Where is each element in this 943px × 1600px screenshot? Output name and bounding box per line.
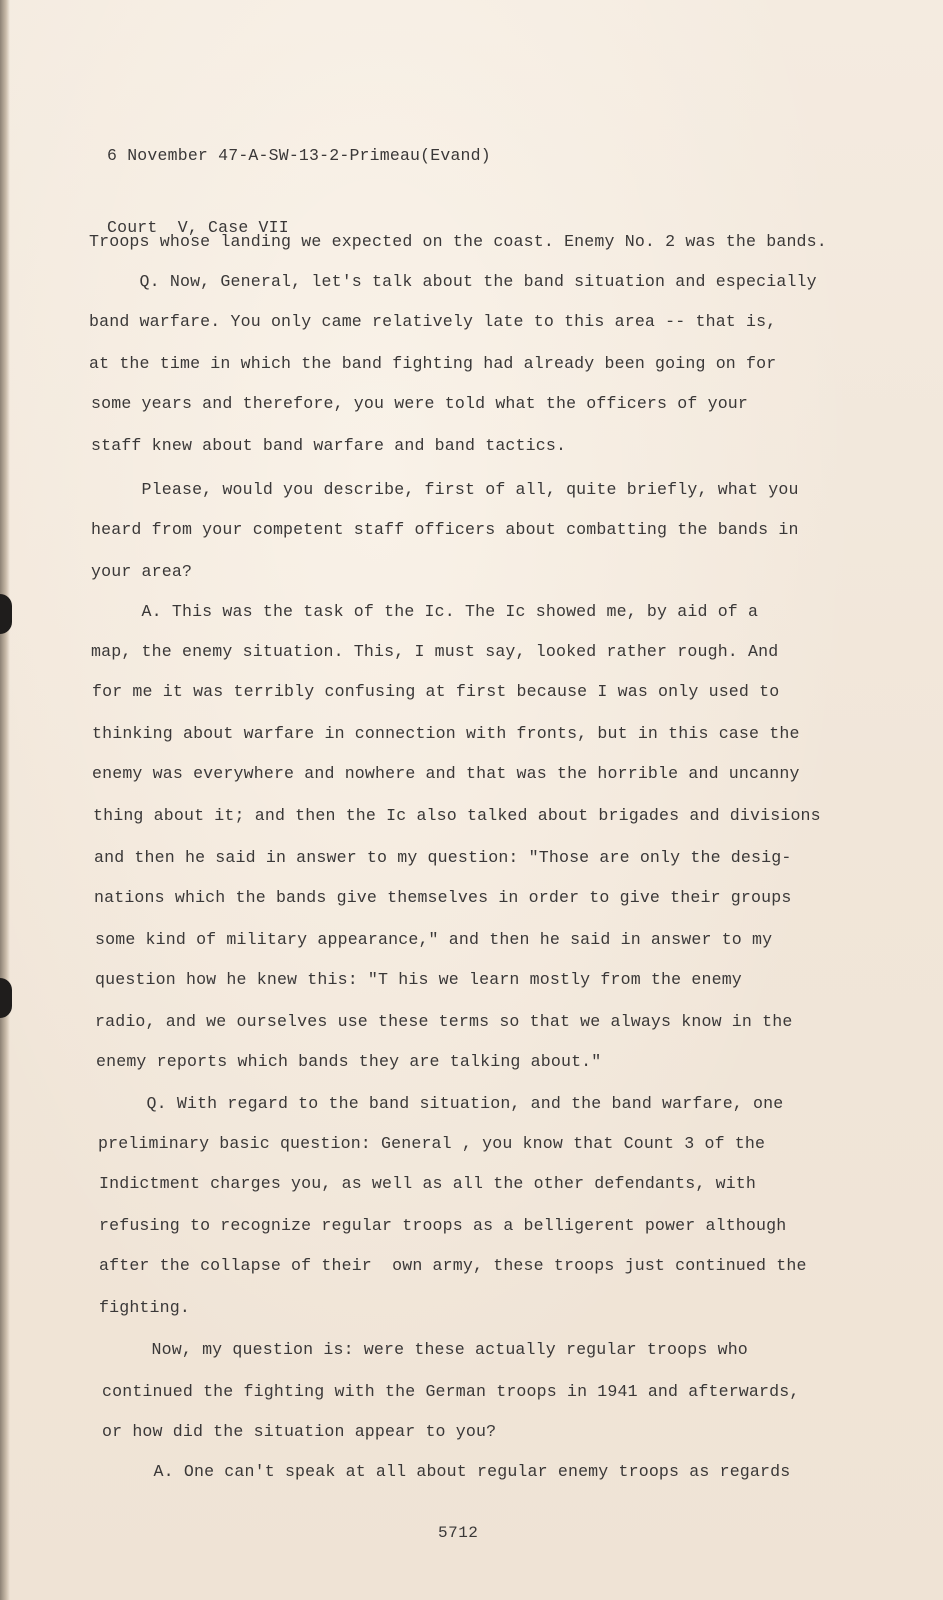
page-number: 5712 bbox=[438, 1524, 479, 1542]
transcript-line: A. One can't speak at all about regular enemy troops as regards bbox=[103, 1462, 791, 1481]
transcript-line: at the time in which the band fighting had already been going on for bbox=[89, 354, 777, 373]
transcript-line: fighting. bbox=[99, 1298, 190, 1317]
transcript-line: Q. With regard to the band situation, and the band warfare, one bbox=[96, 1094, 784, 1113]
transcript-line: thinking about warfare in connection with fronts, but in this case the bbox=[92, 724, 800, 743]
transcript-line: radio, and we ourselves use these terms so that we always know in the bbox=[95, 1012, 793, 1031]
transcript-line: staff knew about band warfare and band tactics. bbox=[91, 436, 567, 455]
transcript-line: after the collapse of their own army, these troops just continued the bbox=[99, 1256, 807, 1275]
transcript-line: some kind of military appearance," and then he said in answer to my bbox=[95, 930, 773, 949]
header-date-reference: 6 November 47-A-SW-13-2-Primeau(Evand) bbox=[107, 146, 491, 165]
transcript-line: Troops whose landing we expected on the coast. Enemy No. 2 was the bands. bbox=[89, 232, 827, 251]
transcript-line: nations which the bands give themselves in order to give their groups bbox=[94, 888, 792, 907]
binder-hole-lower bbox=[0, 978, 12, 1018]
transcript-line: and then he said in answer to my question: "Those are only the desig- bbox=[94, 848, 792, 867]
page-left-edge bbox=[0, 0, 10, 1600]
header-court-case: Court V, Case VII bbox=[107, 218, 289, 237]
transcript-line: Now, my question is: were these actually regular troops who bbox=[101, 1340, 748, 1359]
transcript-line: refusing to recognize regular troops as a belligerent power although bbox=[99, 1216, 787, 1235]
transcript-line: Please, would you describe, first of all, quite briefly, what you bbox=[91, 480, 799, 499]
transcript-line: heard from your competent staff officers about combatting the bands in bbox=[91, 520, 799, 539]
transcript-line: band warfare. You only came relatively late to this area -- that is, bbox=[89, 312, 777, 331]
transcript-line: for me it was terribly confusing at first because I was only used to bbox=[92, 682, 780, 701]
transcript-line: your area? bbox=[91, 562, 193, 581]
transcript-line: question how he knew this: "T his we learn mostly from the enemy bbox=[95, 970, 742, 989]
transcript-line: Indictment charges you, as well as all the other defendants, with bbox=[99, 1174, 757, 1193]
transcript-line: map, the enemy situation. This, I must say, looked rather rough. And bbox=[91, 642, 779, 661]
transcript-line: preliminary basic question: General , you know that Count 3 of the bbox=[98, 1134, 766, 1153]
transcript-line: enemy reports which bands they are talking about." bbox=[96, 1052, 602, 1071]
transcript-line: enemy was everywhere and nowhere and that was the horrible and uncanny bbox=[92, 764, 800, 783]
transcript-line: A. This was the task of the Ic. The Ic showed me, by aid of a bbox=[91, 602, 759, 621]
binder-hole-upper bbox=[0, 594, 12, 634]
transcript-line: or how did the situation appear to you? bbox=[102, 1422, 497, 1441]
document-header bbox=[107, 96, 491, 288]
transcript-line: some years and therefore, you were told what the officers of your bbox=[91, 394, 749, 413]
transcript-line: thing about it; and then the Ic also talked about brigades and divisions bbox=[93, 806, 821, 825]
transcript-line: continued the fighting with the German troops in 1941 and afterwards, bbox=[102, 1382, 800, 1401]
transcript-line: Q. Now, General, let's talk about the band situation and especially bbox=[89, 272, 817, 291]
